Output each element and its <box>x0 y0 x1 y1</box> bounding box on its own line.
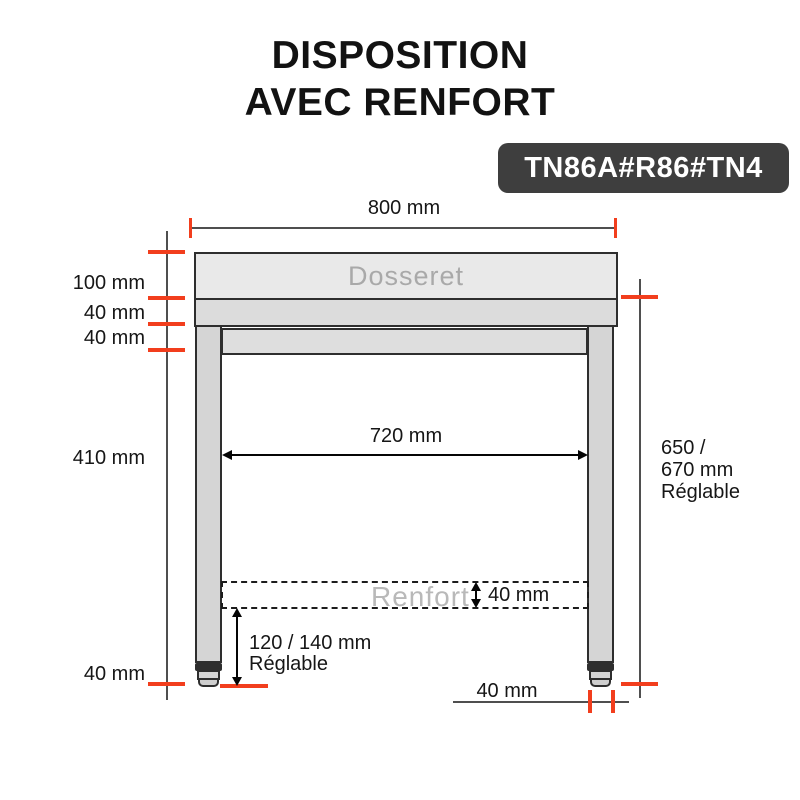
arrowhead-left-icon <box>222 450 232 460</box>
dim-overall-width-label: 800 mm <box>367 197 441 219</box>
dim-tick <box>614 218 617 238</box>
arrowhead-up-icon <box>232 608 242 617</box>
dim-tick <box>148 682 185 686</box>
product-code-badge <box>498 143 789 193</box>
arrowhead-right-icon <box>578 450 588 460</box>
dim-inner-width-arrow-line <box>230 454 580 456</box>
dim-tick <box>621 682 658 686</box>
backsplash-panel <box>194 252 618 300</box>
dim-worktop-thickness-label: 40 mm <box>83 302 145 324</box>
dim-backsplash-height-label: 100 mm <box>72 272 145 294</box>
frame-rail <box>221 328 588 355</box>
dim-clearance-label-line2: Réglable <box>249 653 328 675</box>
dim-tick <box>621 295 658 299</box>
right-leg <box>587 325 614 663</box>
dim-inner-width-label: 720 mm <box>369 425 443 447</box>
arrowhead-down-icon <box>471 599 481 608</box>
dim-overall-height-line1: 650 / <box>661 437 706 459</box>
dim-foot-height-label: 40 mm <box>83 663 145 685</box>
dim-overall-height-label <box>661 437 740 503</box>
page-title-line2: AVEC RENFORT <box>244 81 556 124</box>
left-foot-pad <box>198 678 219 687</box>
dim-leg-width-label: 40 mm <box>476 680 538 702</box>
dim-leg-clearance-label: 410 mm <box>72 447 145 469</box>
dim-clearance-label-line1: 120 / 140 mm <box>249 632 372 654</box>
dim-tick <box>189 218 192 238</box>
dim-overall-width-line <box>192 227 616 229</box>
dim-left-chain-line <box>166 231 168 700</box>
dim-tick <box>148 296 185 300</box>
backsplash-label: Dosseret <box>347 260 465 291</box>
arrowhead-up-icon <box>471 582 481 591</box>
dim-tick <box>148 322 185 326</box>
dim-overall-height-line2: 670 mm <box>661 459 734 481</box>
dim-clearance-arrow-line <box>236 614 238 678</box>
dim-overall-height-line <box>639 279 641 698</box>
left-leg <box>195 325 222 663</box>
right-foot-pad <box>590 678 611 687</box>
dim-rail-height-label: 40 mm <box>83 327 145 349</box>
dim-tick <box>148 348 185 352</box>
dim-tick <box>611 690 615 713</box>
page-title-line1: DISPOSITION <box>271 34 529 77</box>
dim-tick <box>148 250 185 254</box>
floor-reference-tick <box>220 684 268 688</box>
product-code-text: TN86A#R86#TN4 <box>524 151 763 184</box>
worktop-panel <box>194 298 618 327</box>
dim-tick <box>588 690 592 713</box>
dim-renfort-height-label: 40 mm <box>488 584 550 606</box>
reinforcement-label: Renfort <box>371 581 470 612</box>
page-title <box>0 32 800 126</box>
dim-overall-height-line3: Réglable <box>661 481 740 503</box>
arrowhead-down-icon <box>232 677 242 686</box>
